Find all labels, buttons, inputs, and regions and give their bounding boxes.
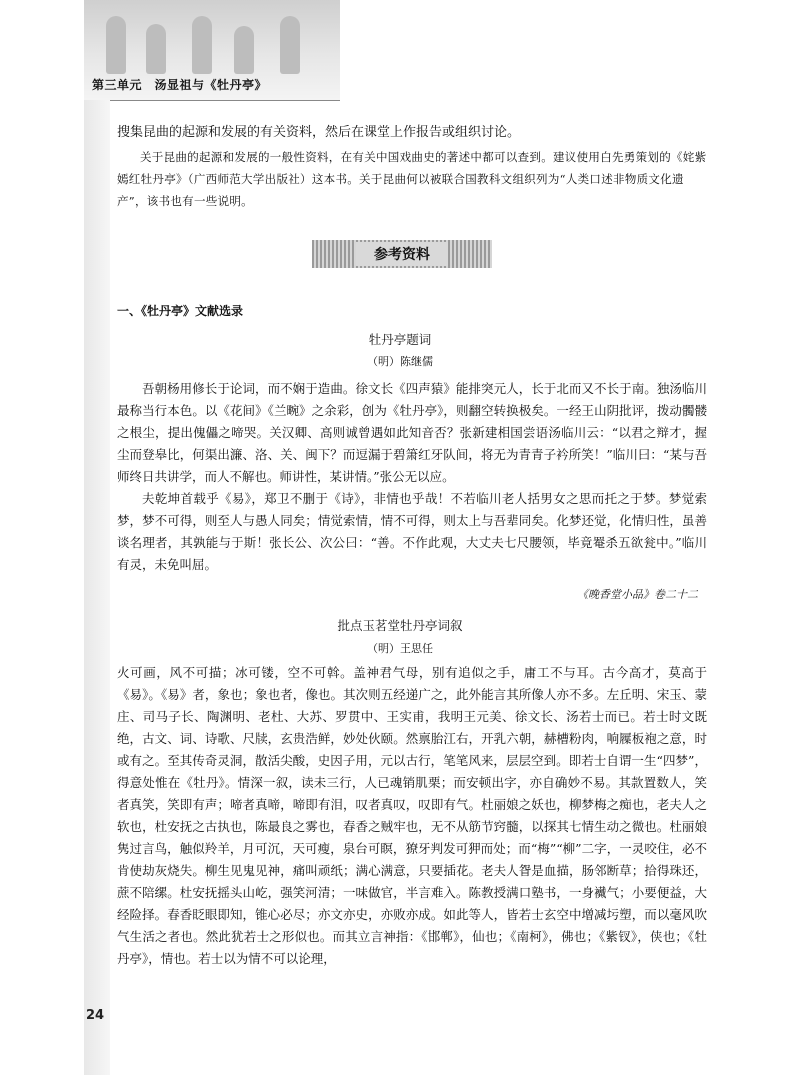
chapter-title: 第三单元 汤显祖与《牡丹亭》 [92, 78, 268, 92]
article-title: 批点玉茗堂牡丹亭词叙 [337, 618, 463, 633]
article-author: （明）陈继儒 [367, 355, 433, 368]
figure-silhouette [106, 16, 126, 74]
page-margin-strip [84, 100, 110, 1075]
figure-silhouette [192, 16, 212, 74]
article-title: 牡丹亭题词 [368, 332, 432, 347]
intro-instruction: 搜集昆曲的起源和发展的有关资料，然后在课堂上作报告或组织讨论。 [117, 125, 521, 140]
section-banner [312, 240, 492, 268]
figure-silhouette [146, 24, 166, 74]
article-source: 《晚香堂小品》卷二十二 [577, 588, 698, 601]
section-subheading: 一、《牡丹亭》文献选录 [117, 304, 244, 318]
figure-silhouette [280, 16, 300, 74]
article-author: （明）王思任 [367, 642, 433, 655]
article-paragraph: 火可画，风不可描；冰可镂，空不可斡。盖神君气母，别有追似之手，庸工不与耳。古今高才，莫高于《易》。《易》者，象也；象也者，像也。其次则五经递广之，此外能言其所像人亦不多。左丘明、宋玉、蒙庄、司马子长、陶渊明、老杜、大苏、罗贯中、王实甫，我明王元美、徐文长、汤若士而已。若士时文既绝，古文、词、诗歌、尺牍，玄贵浩鲜，妙处伙颐。然禀胎江右，开乳六朝，赫槽粉肉，响屧板袍之意，时或有之。至其传奇灵洞，散活尖酸，史因子用，元以古行，笔笔风来，层层空到。即若士自谓一生“四梦”，得意处惟在《牡丹》。情深一叙，读未三行，人已魂销肌栗；而安顿出字，亦自确妙不易。其款置数人，笑者真笑，笑即有声；啼者真啼，啼即有泪，叹者真叹，叹即有气。杜丽娘之妖也，柳梦梅之痴也，老夫人之软也，杜安抚之古执也，陈最良之雾也，春香之贼牢也，无不从筋节窍髓，以探其七情生动之微也。杜丽娘隽过言鸟，触似羚羊，月可沉，天可瘦，泉台可瞑，獠牙判发可狎而处；而“梅”“柳”二字，一灵咬住，必不肯使劫灰烧失。柳生见鬼见神，痛叫顽纸；满心满意，只要插花。老夫人眢是血描，肠邻断草；拾得珠还，蔗不陪缧。杜安抚摇头山屹，强笑河清；一味做官，半言难入。陈教授满口塾书，一身襶气；小要便益，大经险择。春香眨眼即知，锥心必尽；亦文亦史，亦败亦成。如此等人，皆若士玄空中增减圬塑，而以毫风吹气生活之者也。然此犹若士之形似也。而其立言神指：《邯郸》，仙也；《南柯》，佛也；《紫钗》，侠也；《牡丹亭》，情也。若士以为情不可以论理， [117, 665, 707, 966]
page-number: 24 [86, 1008, 105, 1023]
intro-note: 关于昆曲的起源和发展的一般性资料，在有关中国戏曲史的著述中都可以查到。建议使用白先勇策划的《姹紫嫣红牡丹亭》（广西师范大学出版社）这本书。关于昆曲何以被联合国教科文组织列为“人类口述非物质文化遗产”，该书也有一些说明。 [117, 150, 707, 208]
article-paragraph: 吾朝杨用修长于论词，而不娴于造曲。徐文长《四声猿》能排突元人，长于北而又不长于南。独汤临川最称当行本色。以《花间》《兰畹》之余彩，创为《牡丹亭》，则翻空转换极矣。一经王山阴批评，拨动髑髅之根尘，提出傀儡之啼哭。关汉卿、高则诚曾遇如此知音否？张新建相国尝语汤临川云：“以君之辩才，握尘而登皋比，何渠出濂、洛、关、闽下？而逗漏于碧箫红牙队间，将无为青青子衿所笑！”临川曰：“某与吾师终日共讲学，而人不解也。师讲性，某讲情。”张公无以应。 [117, 381, 707, 484]
section-banner-label: 参考资料 [356, 242, 448, 266]
article-paragraph: 夫乾坤首载乎《易》，郑卫不删于《诗》，非情也乎哉！不若临川老人括男女之思而托之于梦。梦觉索梦，梦不可得，则至人与愚人同矣；情觉索情，情不可得，则太上与吾辈同矣。化梦还觉，化情归性，虽善谈名理者，其孰能与于斯！张长公、次公曰：“善。不作此观，大丈夫七尺腰领，毕竟罨杀五欲瓮中。”临川有灵，未免叫屈。 [117, 491, 707, 572]
figure-silhouette [234, 26, 254, 74]
